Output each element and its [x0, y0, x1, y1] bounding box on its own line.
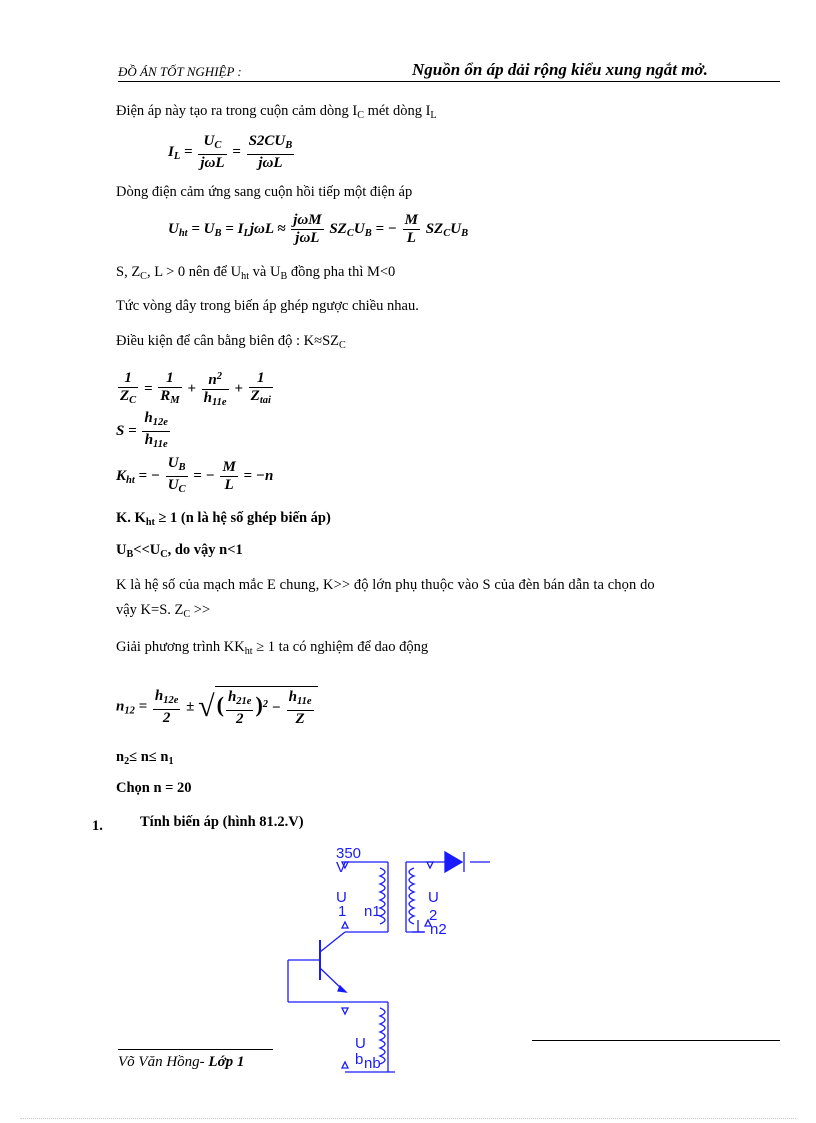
- equation-n12: $n_{12}$ = $\frac{h_{12e}}{2}$ ± √( $\frac{h_{21e}}{2}$ )$^2$ − $\frac{h_{11e}}{Z}$: [116, 686, 318, 728]
- header-right: Nguồn ổn áp dải rộng kiểu xung ngắt mở.: [412, 60, 708, 79]
- label-n2: n2: [430, 921, 447, 938]
- label-u1-u: U: [336, 889, 347, 906]
- section-number: 1.: [92, 818, 103, 834]
- footer-rule-right: [532, 1040, 780, 1041]
- label-u2-u: U: [428, 889, 439, 906]
- label-u1-1: 1: [338, 903, 347, 920]
- equation-zc: $\frac{1}{Z_C}$ = $\frac{1}{R_M}$ + $\frac{n^2}{h_{11e}}$ + $\frac{1}{Z_{tai}}$: [120, 370, 271, 408]
- label-ub-b: b: [355, 1051, 364, 1068]
- equation-s: S = $\frac{h_{12e}}{h_{11e}}$: [116, 410, 168, 450]
- text-line-2: Dòng điện cảm ứng sang cuộn hồi tiếp một điện áp: [116, 184, 413, 200]
- text-line-10: Giải phương trình $KK_{ht} \ge 1$ ta có nghiệm để dao động: [116, 639, 429, 657]
- text-line-6: K. $K_{ht} \ge 1$ (n là hệ số ghép biến áp): [116, 510, 331, 528]
- primary-winding-n1: [380, 868, 385, 924]
- equation-il: $I_L$ = $\frac{U_C}{\text{jωL}}$ = $\frac{S2CU_B}{\text{jωL}}$: [168, 133, 293, 171]
- text-line-5: Điều kiện để cân bằng biên độ : $K\approx SZ_C$: [116, 333, 346, 351]
- secondary-winding-n2: [409, 868, 414, 924]
- transistor-collector: [320, 932, 345, 952]
- diode-symbol: [445, 852, 462, 872]
- label-v: V: [336, 859, 347, 876]
- equation-kht: $K_{ht}$ = − $\frac{U_B}{U_C}$ = − $\frac{M}{L}$ = −n: [116, 455, 274, 495]
- text-line-7: $U_B<<U_C$, do vậy n<1: [116, 542, 243, 560]
- feedback-winding-nb: [380, 1008, 385, 1064]
- transformer-circuit-diagram: [280, 840, 500, 1080]
- text-line-9: vậy K=S. $Z_C$ >>: [116, 602, 211, 620]
- label-u2-2: 2: [429, 907, 438, 924]
- label-ub-u: U: [355, 1035, 366, 1052]
- footer-rule-left: [118, 1049, 273, 1050]
- label-n1: n1: [364, 903, 381, 920]
- header-rule: [118, 81, 780, 82]
- header-left: ĐỒ ÁN TỐT NGHIỆP :: [118, 64, 242, 79]
- footer-author: Võ Văn Hồng- Lớp 1: [118, 1054, 245, 1070]
- label-350: 350: [336, 845, 362, 862]
- page-bottom-edge: [20, 1118, 796, 1119]
- text-line-12: Chọn n = 20: [116, 780, 192, 796]
- text-line-8: K là hệ số của mạch mắc E chung, K>> độ lớn phụ thuộc vào S của đèn bán dẫn ta chọn do: [116, 577, 655, 593]
- section-title: Tính biến áp (hình 81.2.V): [140, 814, 304, 830]
- text-line-1: Điện áp này tạo ra trong cuộn cảm dòng $I_C$ mét dòng $I_L$: [116, 103, 437, 121]
- text-line-11: $n_2\le n\le n_1$: [116, 749, 174, 767]
- text-line-3: S, $Z_C$, L > 0 nên để $U_{ht}$ và $U_B$ đồng pha thì M<0: [116, 264, 396, 282]
- label-nb: nb: [364, 1055, 381, 1072]
- equation-uht: $U_{ht} = U_B = I_Lj\omega L$ ≈ $\frac{\text{jωM}}{\text{jωL}}$ $SZ_CU_B$ = − $\frac{M}{L}$ $SZ_CU_B$: [168, 212, 469, 246]
- text-line-4: Tức vòng dây trong biến áp ghép ngược chiều nhau.: [116, 298, 419, 314]
